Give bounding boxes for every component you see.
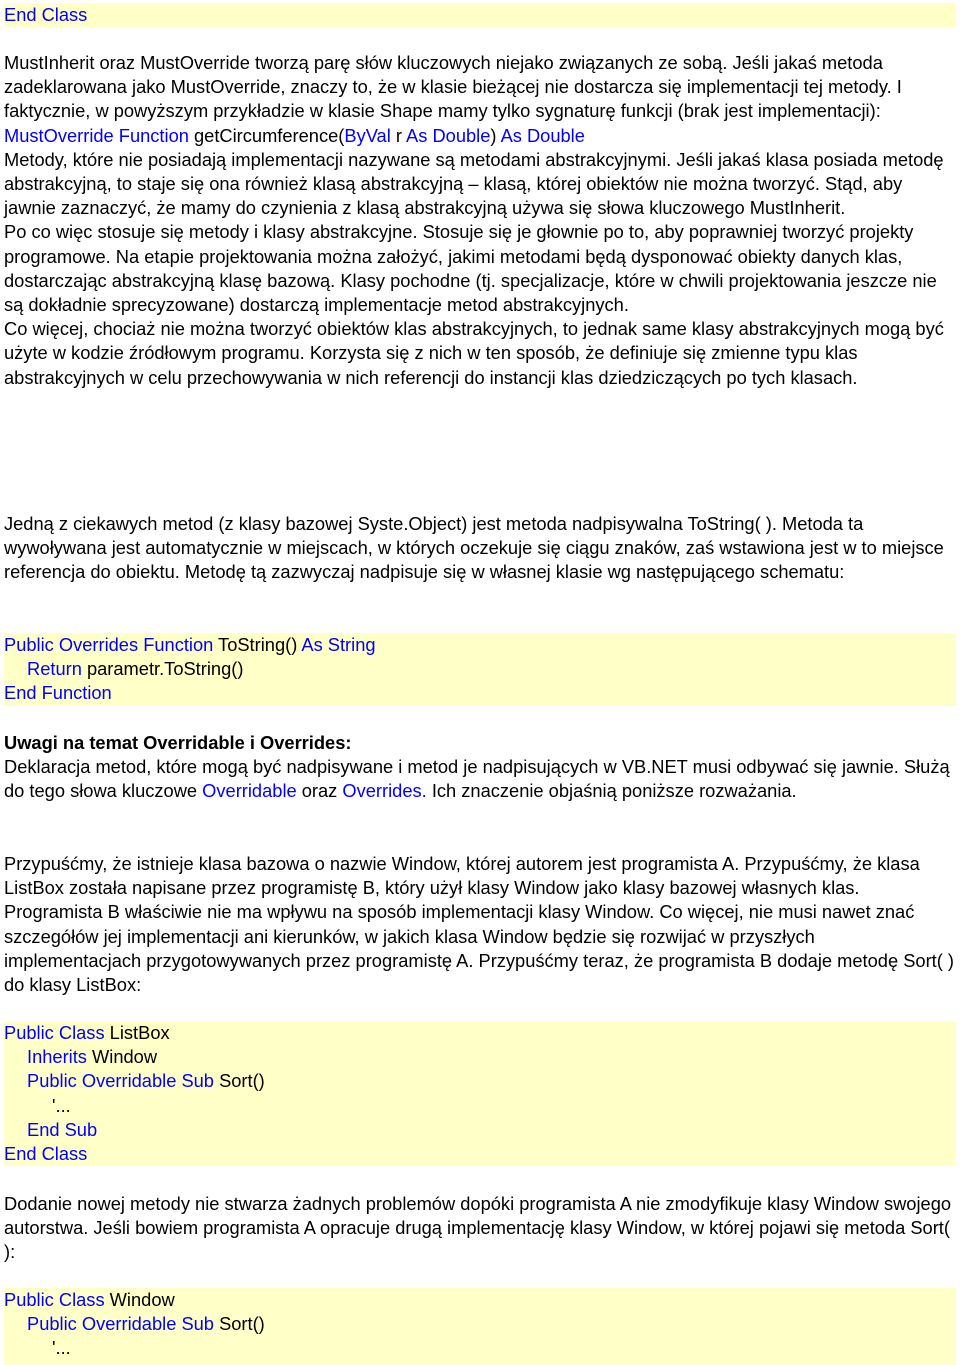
tostring-section xyxy=(4,512,956,585)
code-keyword: End Function xyxy=(4,682,112,704)
more-paragraph xyxy=(4,317,956,390)
code-line xyxy=(4,657,956,681)
text-span: Jeśli jakaś klasa posiada metodę abstrakcyjną, to staje się ona również klasą abstrakcyjną – klasą, której obiektów nie można tworzyć. xyxy=(4,148,944,195)
scenario-paragraph: Przypuśćmy, że istnieje klasa bazowa o nazwie Window, której autorem jest programista A. Przypuśćmy, że klasa ListBox została napisane przez programistę B, który użył klasy Window jako klasy bazowej własnych klas. Programista B właściwie nie ma wpływu na sposób implementacji klasy Window. Co więcej, nie musi nawet znać szczegółów jej implementacji ani kierunków, w jakich klasa Window będzie się rozwijać w przyszłych implementacjach przygotowywanych przez programistę A. Przypuśćmy teraz, że programista B dodaje metodę Sort( ) do klasy ListBox: xyxy=(4,853,954,996)
code-keyword: Inherits xyxy=(27,1046,87,1068)
sig-keyword: MustOverride Function xyxy=(4,124,189,146)
code-line xyxy=(4,1021,956,1045)
notes-heading: Uwagi na temat Overridable i Overrides: xyxy=(4,732,352,753)
code-comment: '... xyxy=(52,1094,71,1116)
keyword-overrides: Overrides. xyxy=(342,780,427,802)
code-text: parametr.ToString() xyxy=(81,658,244,680)
abstract-methods-paragraph xyxy=(4,148,956,221)
why-abstract-paragraph xyxy=(4,220,956,317)
code-text: ToString() xyxy=(213,634,302,655)
code-text: Sort() xyxy=(213,1070,265,1092)
code-line xyxy=(4,1094,956,1118)
code-line xyxy=(4,633,956,657)
code-block-tostring xyxy=(4,633,956,706)
intro-paragraph xyxy=(4,51,956,124)
code-line xyxy=(4,681,956,705)
intro-text-2: I faktycznie, w powyższym przykładzie w klasie Shape mamy tylko sygnaturę funkcji (brak jest implementacji): xyxy=(4,76,902,122)
code-line xyxy=(4,1336,956,1360)
signature-line xyxy=(4,124,956,148)
code-line xyxy=(4,1069,956,1093)
intro-section xyxy=(4,51,956,390)
text-span: Korzysta się z nich w ten sposób, że definiuje się zmienne typu klas abstrakcyjnych w celu przechowywania w nich referencji do instancji klas dziedziczących po tych klasach. xyxy=(4,342,858,388)
scenario-section xyxy=(4,852,956,997)
text-span: Deklaracja metod, które mogą być nadpisywane i metod je nadpisujących w VB.NET musi odbywać się jawnie. Służą do tego słowa kluczowe xyxy=(4,756,950,802)
intro-text-1: MustInherit oraz MustOverride tworzą parę słów kluczowych niejako związanych ze sobą. Jeśli jakaś metoda zadeklarowana jako MustOverride, znaczy to, że w klasie bieżącej nie dostarcza się implementacji tej metody. xyxy=(4,52,892,98)
sig-keyword: ByVal xyxy=(344,124,391,146)
text-span: Stąd, aby jawnie zaznaczyć, że mamy do czynienia z klasą abstrakcyjną używa się słowa kluczowego MustInherit. xyxy=(4,173,903,219)
text-span: Metody, które nie posiadają implementacji nazywane są metodami abstrakcyjnymi. xyxy=(4,148,672,170)
code-text: ListBox xyxy=(104,1022,170,1043)
code-keyword: End Class xyxy=(4,1142,88,1164)
notes-paragraph xyxy=(4,755,956,803)
text-span: oraz xyxy=(296,780,343,802)
sig-keyword: As Double xyxy=(500,124,585,146)
code-keyword: End Class xyxy=(4,4,88,25)
after-paragraph: Dodanie nowej metody nie stwarza żadnych problemów dopóki programista A nie zmodyfikuje klasy Window swojego autorstwa. Jeśli bowiem programista A opracuje drugą implementację klasy Window, w której pojawi się metoda Sort( ): xyxy=(4,1193,952,1263)
text-span: Co więcej, chociaż nie można tworzyć obiektów klas abstrakcyjnych, to jednak same klasy abstrakcyjnych mogą być użyte w kodzie źródłowym programu. xyxy=(4,318,944,364)
code-keyword: As String xyxy=(301,634,376,655)
code-line xyxy=(4,1142,956,1166)
code-line xyxy=(4,1288,956,1312)
code-keyword: Return xyxy=(27,658,82,680)
code-line xyxy=(4,1045,956,1069)
code-keyword: Public Overridable Sub xyxy=(27,1070,214,1092)
code-text: Window xyxy=(86,1046,158,1068)
code-block-window xyxy=(4,1288,956,1365)
code-keyword: Public Overrides Function xyxy=(4,634,214,655)
sig-text: ) xyxy=(490,124,501,146)
code-line xyxy=(4,1312,956,1336)
text-span: Na etapie projektowania można założyć, jakimi metodami będą dysponować obiekty danych klas, dostarczając abstrakcyjną klasę bazową. Klasy pochodne (tj. specjalizacje, które w chwili projektowania jeszcze nie są dokładnie sprecyzowane) dostarczą implementacje metod abstrakcyjnych. xyxy=(4,245,937,316)
code-keyword: Public Overridable Sub xyxy=(27,1313,214,1335)
text-span: Po co więc stosuje się metody i klasy abstrakcyjne. xyxy=(4,221,418,243)
sig-text: getCircumference( xyxy=(188,124,345,146)
code-block-listbox xyxy=(4,1021,956,1166)
code-block-end-class xyxy=(4,3,956,27)
after-section xyxy=(4,1192,956,1265)
code-keyword: Public Class xyxy=(4,1289,105,1310)
code-text: Sort() xyxy=(213,1313,265,1335)
text-span: Ich znaczenie objaśnią poniższe rozważania. xyxy=(426,780,797,802)
tostring-paragraph: Jedną z ciekawych metod (z klasy bazowej Syste.Object) jest metoda nadpisywalna ToString( ). Metoda ta wywoływana jest automatycznie w miejscach, w których oczekuje się ciągu znaków, zaś wstawiona jest w to miejsce referencja do obiektu. Metodę tą zazwyczaj nadpisuje się w własnej klasie wg następującego schematu: xyxy=(4,513,944,583)
sig-text: r xyxy=(390,124,407,146)
text-span: Stosuje się je głownie po to, aby poprawniej tworzyć projekty programowe. xyxy=(4,221,914,267)
keyword-overridable: Overridable xyxy=(202,780,297,802)
code-text: Window xyxy=(104,1289,175,1310)
code-keyword: End Sub xyxy=(27,1118,98,1140)
notes-section xyxy=(4,731,956,804)
code-line xyxy=(4,1118,956,1142)
code-keyword: Public Class xyxy=(4,1022,105,1043)
sig-keyword: As Double xyxy=(406,124,491,146)
code-comment: '... xyxy=(52,1337,71,1359)
